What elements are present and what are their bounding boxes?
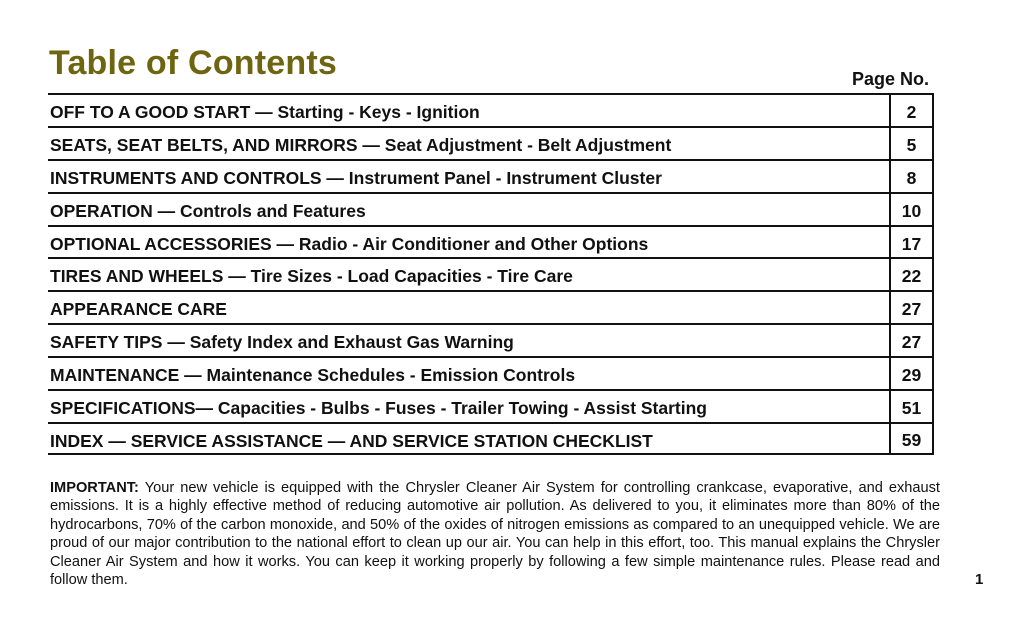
toc-entry-label: SPECIFICATIONS— Capacities - Bulbs - Fuses - Trailer Towing - Assist Starting xyxy=(50,398,708,419)
toc-entry-label: SAFETY TIPS — Safety Index and Exhaust Gas Warning xyxy=(50,332,514,353)
toc-page-number: 2 xyxy=(889,93,934,126)
toc-page-number: 27 xyxy=(889,323,934,356)
important-text: Your new vehicle is equipped with the Chrysler Cleaner Air System for controlling crankcase, evaporative, and exhaust emissions. It is a highly effective method of reducing automotive air pollution. As delivered to you, it eliminates more than 80% of the hydrocarbons, 70% of the carbon monoxide, and 50% of the oxides of nitrogen emissions as compared to an unequipped vehicle. We are proud of our major contribution to the national effort to clean up our air. You can help in this effort, too. This manual explains the Chrysler Cleaner Air System and how it works. You can keep it working properly by following a few simple maintenance rules. Please read and follow them. xyxy=(50,480,940,589)
toc-row[interactable] xyxy=(48,159,934,192)
important-notice xyxy=(50,479,940,589)
toc-page-number: 10 xyxy=(889,192,934,225)
toc-row[interactable] xyxy=(48,93,934,126)
important-label: IMPORTANT: xyxy=(50,480,139,496)
toc-row[interactable] xyxy=(48,225,934,258)
toc-row[interactable] xyxy=(48,126,934,159)
toc-entry-label: MAINTENANCE — Maintenance Schedules - Emission Controls xyxy=(50,365,576,386)
toc-entry-label: OPTIONAL ACCESSORIES — Radio - Air Conditioner and Other Options xyxy=(50,233,649,254)
toc-row[interactable] xyxy=(48,290,934,323)
page-number: 1 xyxy=(975,571,984,588)
toc-page-number: 29 xyxy=(889,356,934,389)
toc-entry-label: OFF TO A GOOD START — Starting - Keys - Ignition xyxy=(50,102,480,122)
toc-entry-label: INSTRUMENTS AND CONTROLS — Instrument Panel - Instrument Cluster xyxy=(50,167,662,188)
toc-page-number: 17 xyxy=(889,225,934,258)
toc-entry-label: APPEARANCE CARE xyxy=(50,299,227,320)
toc-page-number: 22 xyxy=(889,257,934,290)
toc-entry-label: INDEX — SERVICE ASSISTANCE — AND SERVICE STATION CHECKLIST xyxy=(50,430,653,451)
toc-entry-label: OPERATION — Controls and Features xyxy=(50,200,366,221)
toc-entry-label: TIRES AND WHEELS — Tire Sizes - Load Capacities - Tire Care xyxy=(50,266,573,287)
toc-row[interactable] xyxy=(48,389,934,422)
toc-row[interactable] xyxy=(48,192,934,225)
toc-page-number: 5 xyxy=(889,126,934,159)
toc-row[interactable] xyxy=(48,323,934,356)
toc-page-number: 8 xyxy=(889,159,934,192)
table-of-contents xyxy=(48,93,934,455)
toc-page-number: 27 xyxy=(889,290,934,323)
toc-row[interactable] xyxy=(48,356,934,389)
page-title: Table of Contents xyxy=(49,44,337,82)
toc-row[interactable] xyxy=(48,422,934,455)
toc-entry-label: SEATS, SEAT BELTS, AND MIRRORS — Seat Adjustment - Belt Adjustment xyxy=(50,134,672,155)
toc-page-number: 59 xyxy=(889,422,934,453)
toc-row[interactable] xyxy=(48,257,934,290)
toc-page-number: 51 xyxy=(889,389,934,422)
page-no-header: Page No. xyxy=(852,69,930,89)
